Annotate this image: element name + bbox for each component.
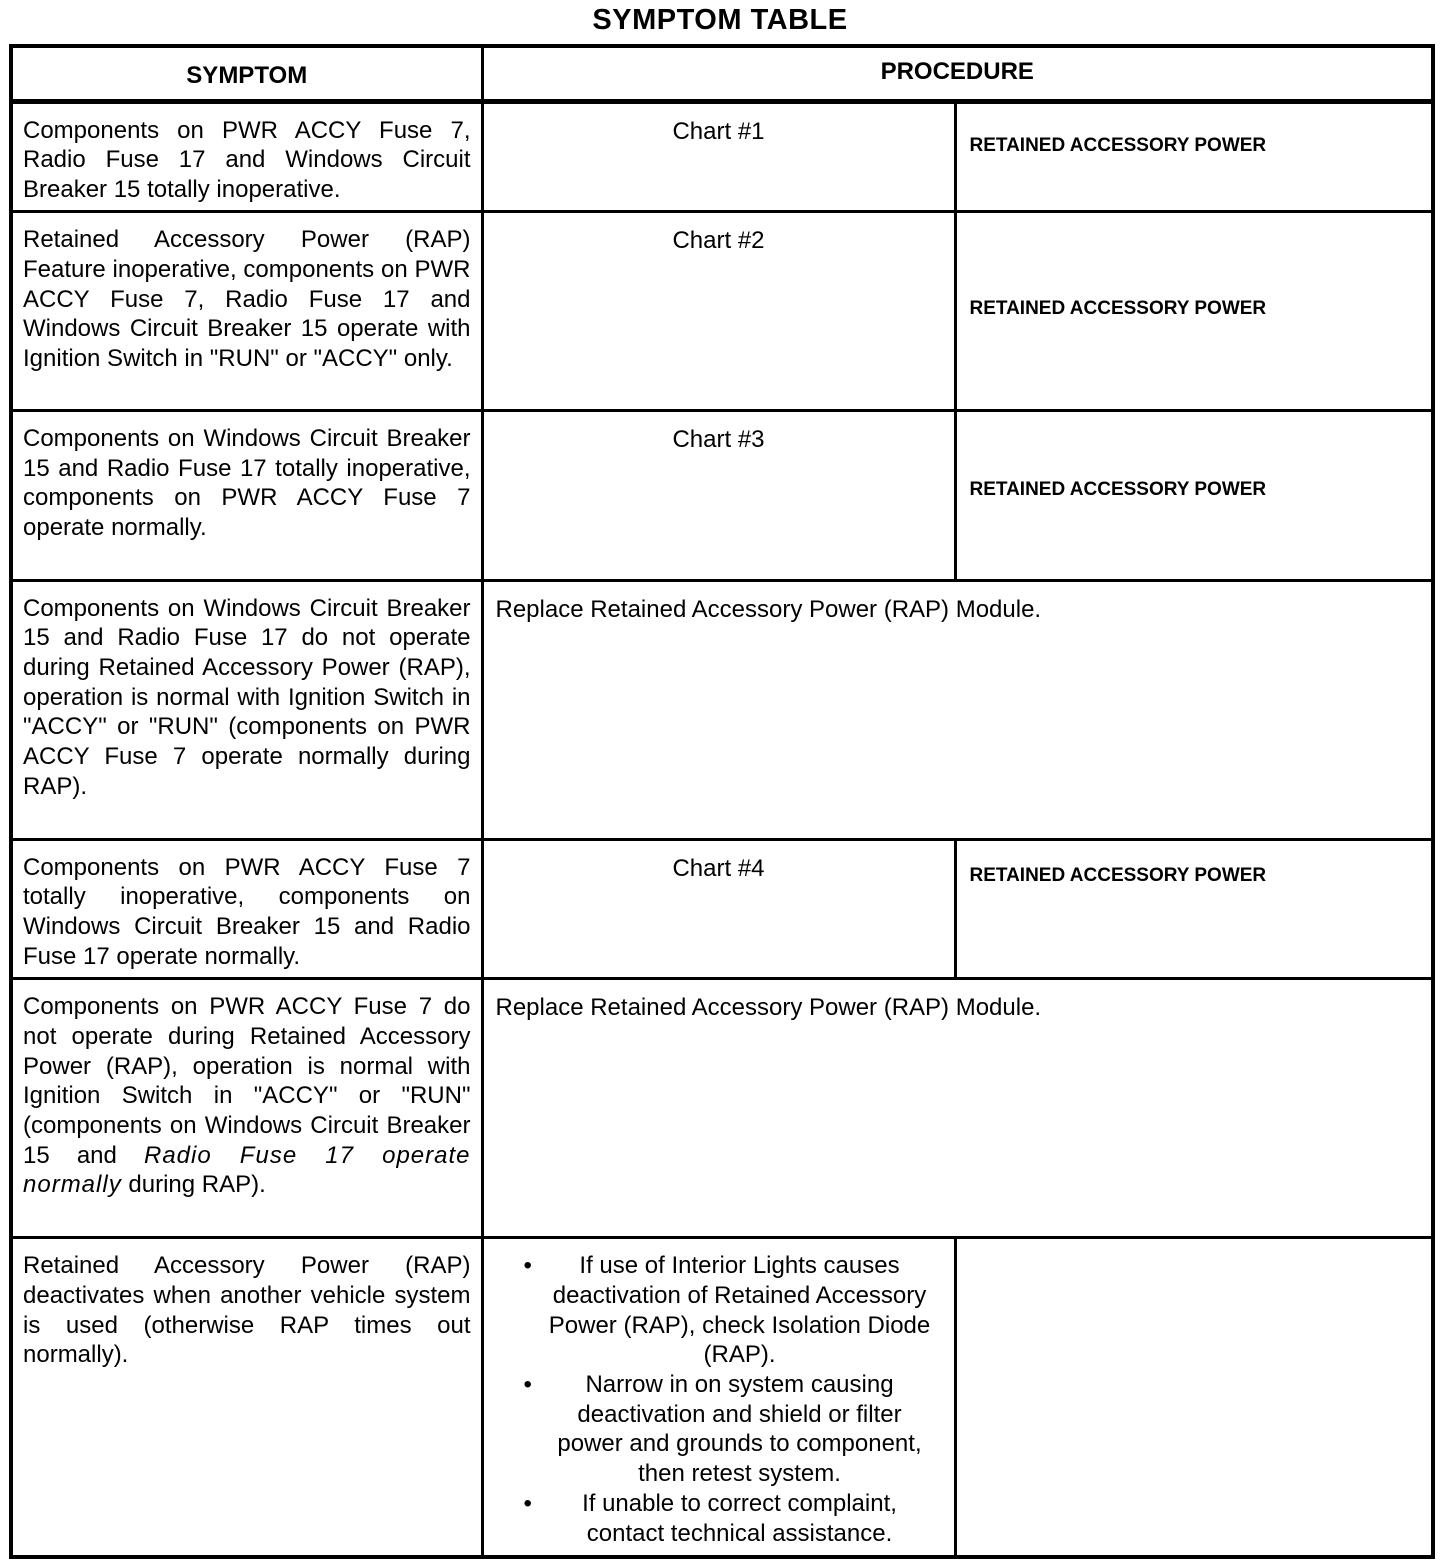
symptom-cell: Components on PWR ACCY Fuse 7 totally inoperative, components on Windows Circuit Breaker 15 and Radio Fuse 17 operate normally. — [11, 839, 482, 979]
bullet-icon: • — [523, 1252, 532, 1280]
bullet-list — [524, 1251, 938, 1548]
table-row — [11, 1238, 1433, 1557]
header-row — [11, 46, 1433, 101]
section-reference: RETAINED ACCESSORY POWER — [955, 410, 1433, 580]
bullet-icon: • — [523, 1371, 532, 1398]
symptom-cell: Components on Windows Circuit Breaker 15 and Radio Fuse 17 do not operate during Retained Accessory Power (RAP), operation is normal with Ignition Switch in "ACCY" or "RUN" (components on PWR ACCY Fuse 7 operate normally during RAP). — [11, 580, 482, 839]
chart-reference: Chart #2 — [482, 212, 955, 411]
procedure-bullets — [482, 1238, 955, 1557]
table-row — [11, 212, 1433, 411]
section-reference: RETAINED ACCESSORY POWER — [955, 101, 1433, 211]
bullet-text: Narrow in on system causing deactivation and shield or filter power and grounds to component, then retest system. — [557, 1371, 922, 1488]
chart-reference: Chart #1 — [482, 101, 955, 211]
chart-reference: Chart #4 — [482, 839, 955, 979]
symptom-cell: Components on PWR ACCY Fuse 7, Radio Fuse 17 and Windows Circuit Breaker 15 totally inoperative. — [11, 101, 482, 211]
procedure-text: Replace Retained Accessory Power (RAP) Module. — [482, 580, 1433, 839]
page-title: SYMPTOM TABLE — [592, 4, 848, 36]
table-row — [11, 839, 1433, 979]
chart-reference: Chart #3 — [482, 410, 955, 580]
symptom-text: Components on PWR ACCY Fuse 7 do not operate during Retained Accessory Power (RAP), operation is normal with Ignition Switch in "ACCY" or "RUN" (components on Windows Circuit Breaker 15 and — [23, 993, 471, 1169]
bullet-item — [524, 1370, 938, 1489]
table-row — [11, 101, 1433, 211]
symptom-cell: Retained Accessory Power (RAP) deactivates when another vehicle system is used (otherwise RAP times out normally). — [11, 1238, 482, 1557]
symptom-table — [9, 44, 1435, 1559]
symptom-cell — [11, 979, 482, 1238]
symptom-italic-text: Radio Fuse 17 operate normally — [23, 1141, 471, 1199]
symptom-cell: Components on Windows Circuit Breaker 15 and Radio Fuse 17 totally inoperative, components on PWR ACCY Fuse 7 operate normally. — [11, 410, 482, 580]
section-reference: RETAINED ACCESSORY POWER — [955, 839, 1433, 979]
table-row — [11, 979, 1433, 1238]
section-reference: RETAINED ACCESSORY POWER — [955, 212, 1433, 411]
bullet-item — [524, 1251, 938, 1370]
bullet-text: If unable to correct complaint, contact technical assistance. — [582, 1489, 897, 1547]
symptom-text-end: during RAP). — [128, 1171, 266, 1199]
table-row — [11, 410, 1433, 580]
procedure-text: Replace Retained Accessory Power (RAP) Module. — [482, 979, 1433, 1238]
header-procedure: PROCEDURE — [482, 46, 1433, 101]
table-row — [11, 580, 1433, 839]
bullet-item — [524, 1489, 938, 1548]
bullet-icon: • — [523, 1489, 532, 1517]
header-symptom: SYMPTOM — [11, 46, 482, 101]
symptom-cell: Retained Accessory Power (RAP) Feature inoperative, components on PWR ACCY Fuse 7, Radio Fuse 17 and Windows Circuit Breaker 15 operate with Ignition Switch in "RUN" or "ACCY" only. — [11, 212, 482, 411]
empty-cell — [955, 1238, 1433, 1557]
bullet-text: If use of Interior Lights causes deactivation of Retained Accessory Power (RAP), check Isolation Diode (RAP). — [548, 1252, 931, 1369]
